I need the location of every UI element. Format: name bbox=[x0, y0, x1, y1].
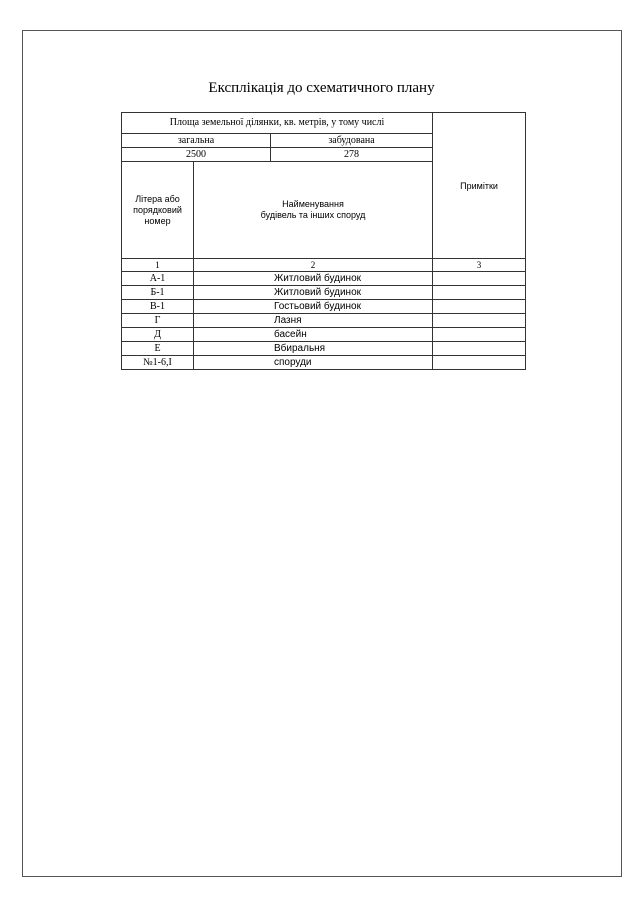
document-title: Експлікація до схематичного плану bbox=[208, 80, 435, 96]
row-note bbox=[433, 356, 526, 370]
row-name: споруди bbox=[194, 356, 433, 370]
area-total-label: загальна bbox=[122, 134, 271, 148]
table-row bbox=[122, 314, 526, 328]
table-row bbox=[122, 300, 526, 314]
table-row bbox=[122, 356, 526, 370]
table-row bbox=[122, 286, 526, 300]
row-name: Житловий будинок bbox=[194, 272, 433, 286]
column-number: 3 bbox=[433, 259, 526, 272]
row-name: Лазня bbox=[194, 314, 433, 328]
row-name: Вбиральня bbox=[194, 342, 433, 356]
row-note bbox=[433, 314, 526, 328]
row-letter: А-1 bbox=[122, 272, 194, 286]
row-name: Житловий будинок bbox=[194, 286, 433, 300]
area-total-value: 2500 bbox=[122, 148, 271, 162]
area-header: Площа земельної ділянки, кв. метрів, у тому числі bbox=[122, 113, 433, 134]
column-number: 2 bbox=[194, 259, 433, 272]
table-row bbox=[122, 342, 526, 356]
area-built-label: забудована bbox=[271, 134, 433, 148]
row-letter: В-1 bbox=[122, 300, 194, 314]
explication-table bbox=[121, 112, 526, 370]
table-row bbox=[122, 272, 526, 286]
row-note bbox=[433, 300, 526, 314]
letter-column-header: Літера або порядковий номер bbox=[122, 162, 194, 259]
row-letter: Д bbox=[122, 328, 194, 342]
row-letter: Б-1 bbox=[122, 286, 194, 300]
row-letter: Г bbox=[122, 314, 194, 328]
notes-header: Примітки bbox=[433, 113, 526, 259]
table-row bbox=[122, 328, 526, 342]
row-note bbox=[433, 286, 526, 300]
column-number: 1 bbox=[122, 259, 194, 272]
row-name: Гостьовий будинок bbox=[194, 300, 433, 314]
row-letter: №1-6,І bbox=[122, 356, 194, 370]
name-column-header: Найменування будівель та інших споруд bbox=[194, 162, 433, 259]
row-note bbox=[433, 328, 526, 342]
row-name: басейн bbox=[194, 328, 433, 342]
row-note bbox=[433, 342, 526, 356]
row-note bbox=[433, 272, 526, 286]
area-built-value: 278 bbox=[271, 148, 433, 162]
row-letter: Е bbox=[122, 342, 194, 356]
